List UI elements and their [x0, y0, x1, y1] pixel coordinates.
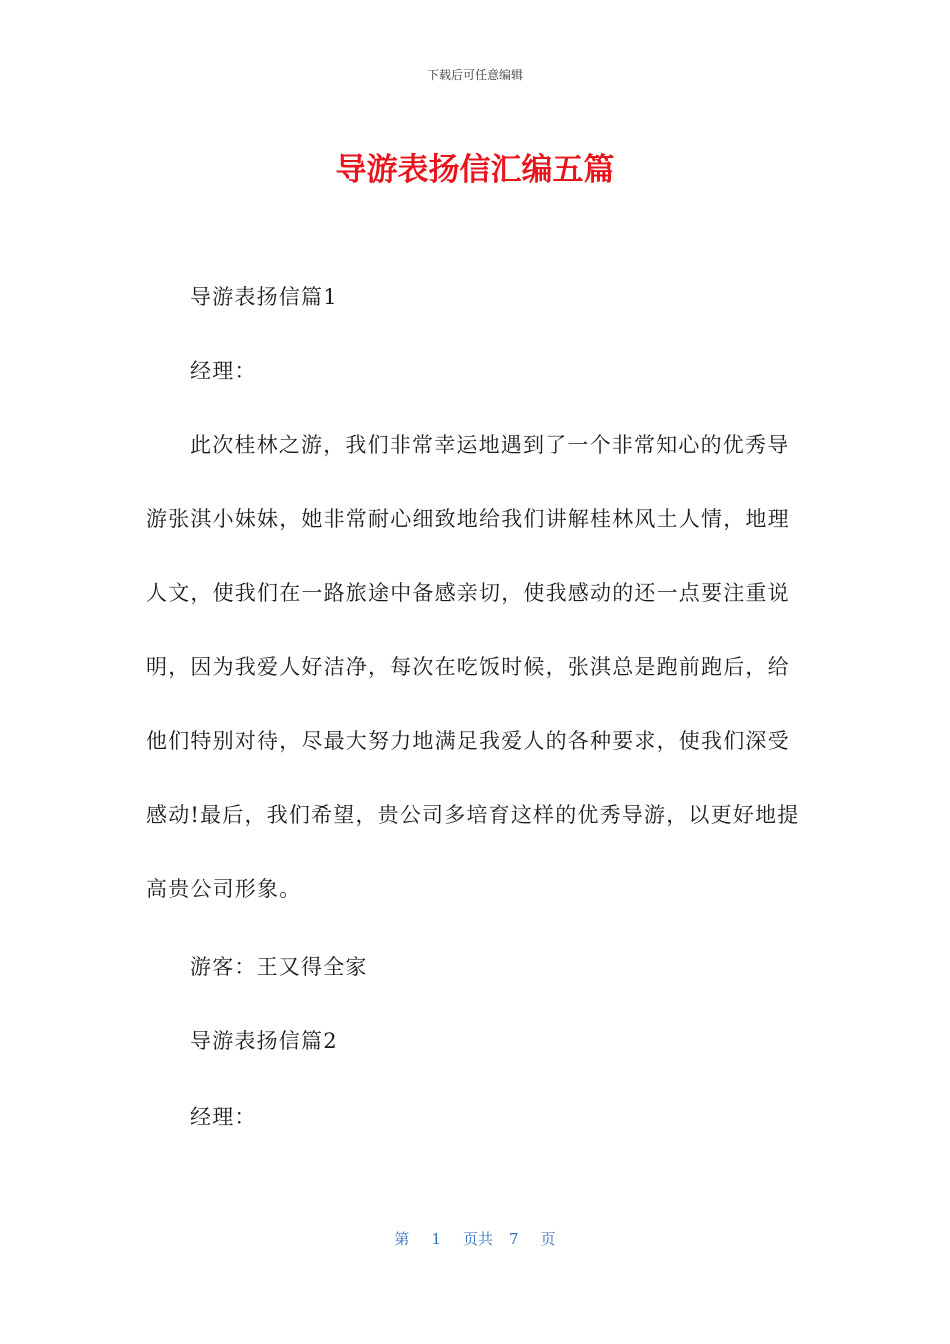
footer-page-middle: 页共	[462, 1230, 493, 1248]
section-heading-1: 导游表扬信篇1	[190, 285, 338, 309]
footer-total-pages: 7	[509, 1230, 519, 1248]
salutation-1: 经理：	[190, 359, 257, 383]
page-footer	[0, 1228, 950, 1249]
body-line: 感动!最后，我们希望，贵公司多培育这样的优秀导游，以更好地提	[146, 803, 800, 827]
body-line: 人文，使我们在一路旅途中备感亲切，使我感动的还一点要注重说	[146, 581, 790, 605]
footer-page-prefix: 第	[394, 1230, 410, 1248]
header-note: 下载后可任意编辑	[426, 68, 523, 82]
body-line: 游张淇小妹妹，她非常耐心细致地给我们讲解桂林风土人情，地理	[146, 507, 790, 531]
footer-page-suffix: 页	[540, 1230, 556, 1248]
body-line: 他们特别对待，尽最大努力地满足我爱人的各种要求，使我们深受	[146, 729, 790, 753]
signature-line: 游客：王又得全家	[190, 955, 368, 979]
section-heading-2: 导游表扬信篇2	[190, 1029, 338, 1053]
body-line: 明，因为我爱人好洁净，每次在吃饭时候，张淇总是跑前跑后，给	[146, 655, 790, 679]
salutation-2: 经理：	[190, 1105, 257, 1129]
body-line: 高贵公司形象。	[146, 877, 302, 901]
document-title: 导游表扬信汇编五篇	[335, 152, 615, 188]
footer-current-page: 1	[431, 1230, 441, 1248]
body-line: 此次桂林之游，我们非常幸运地遇到了一个非常知心的优秀导	[190, 433, 790, 457]
